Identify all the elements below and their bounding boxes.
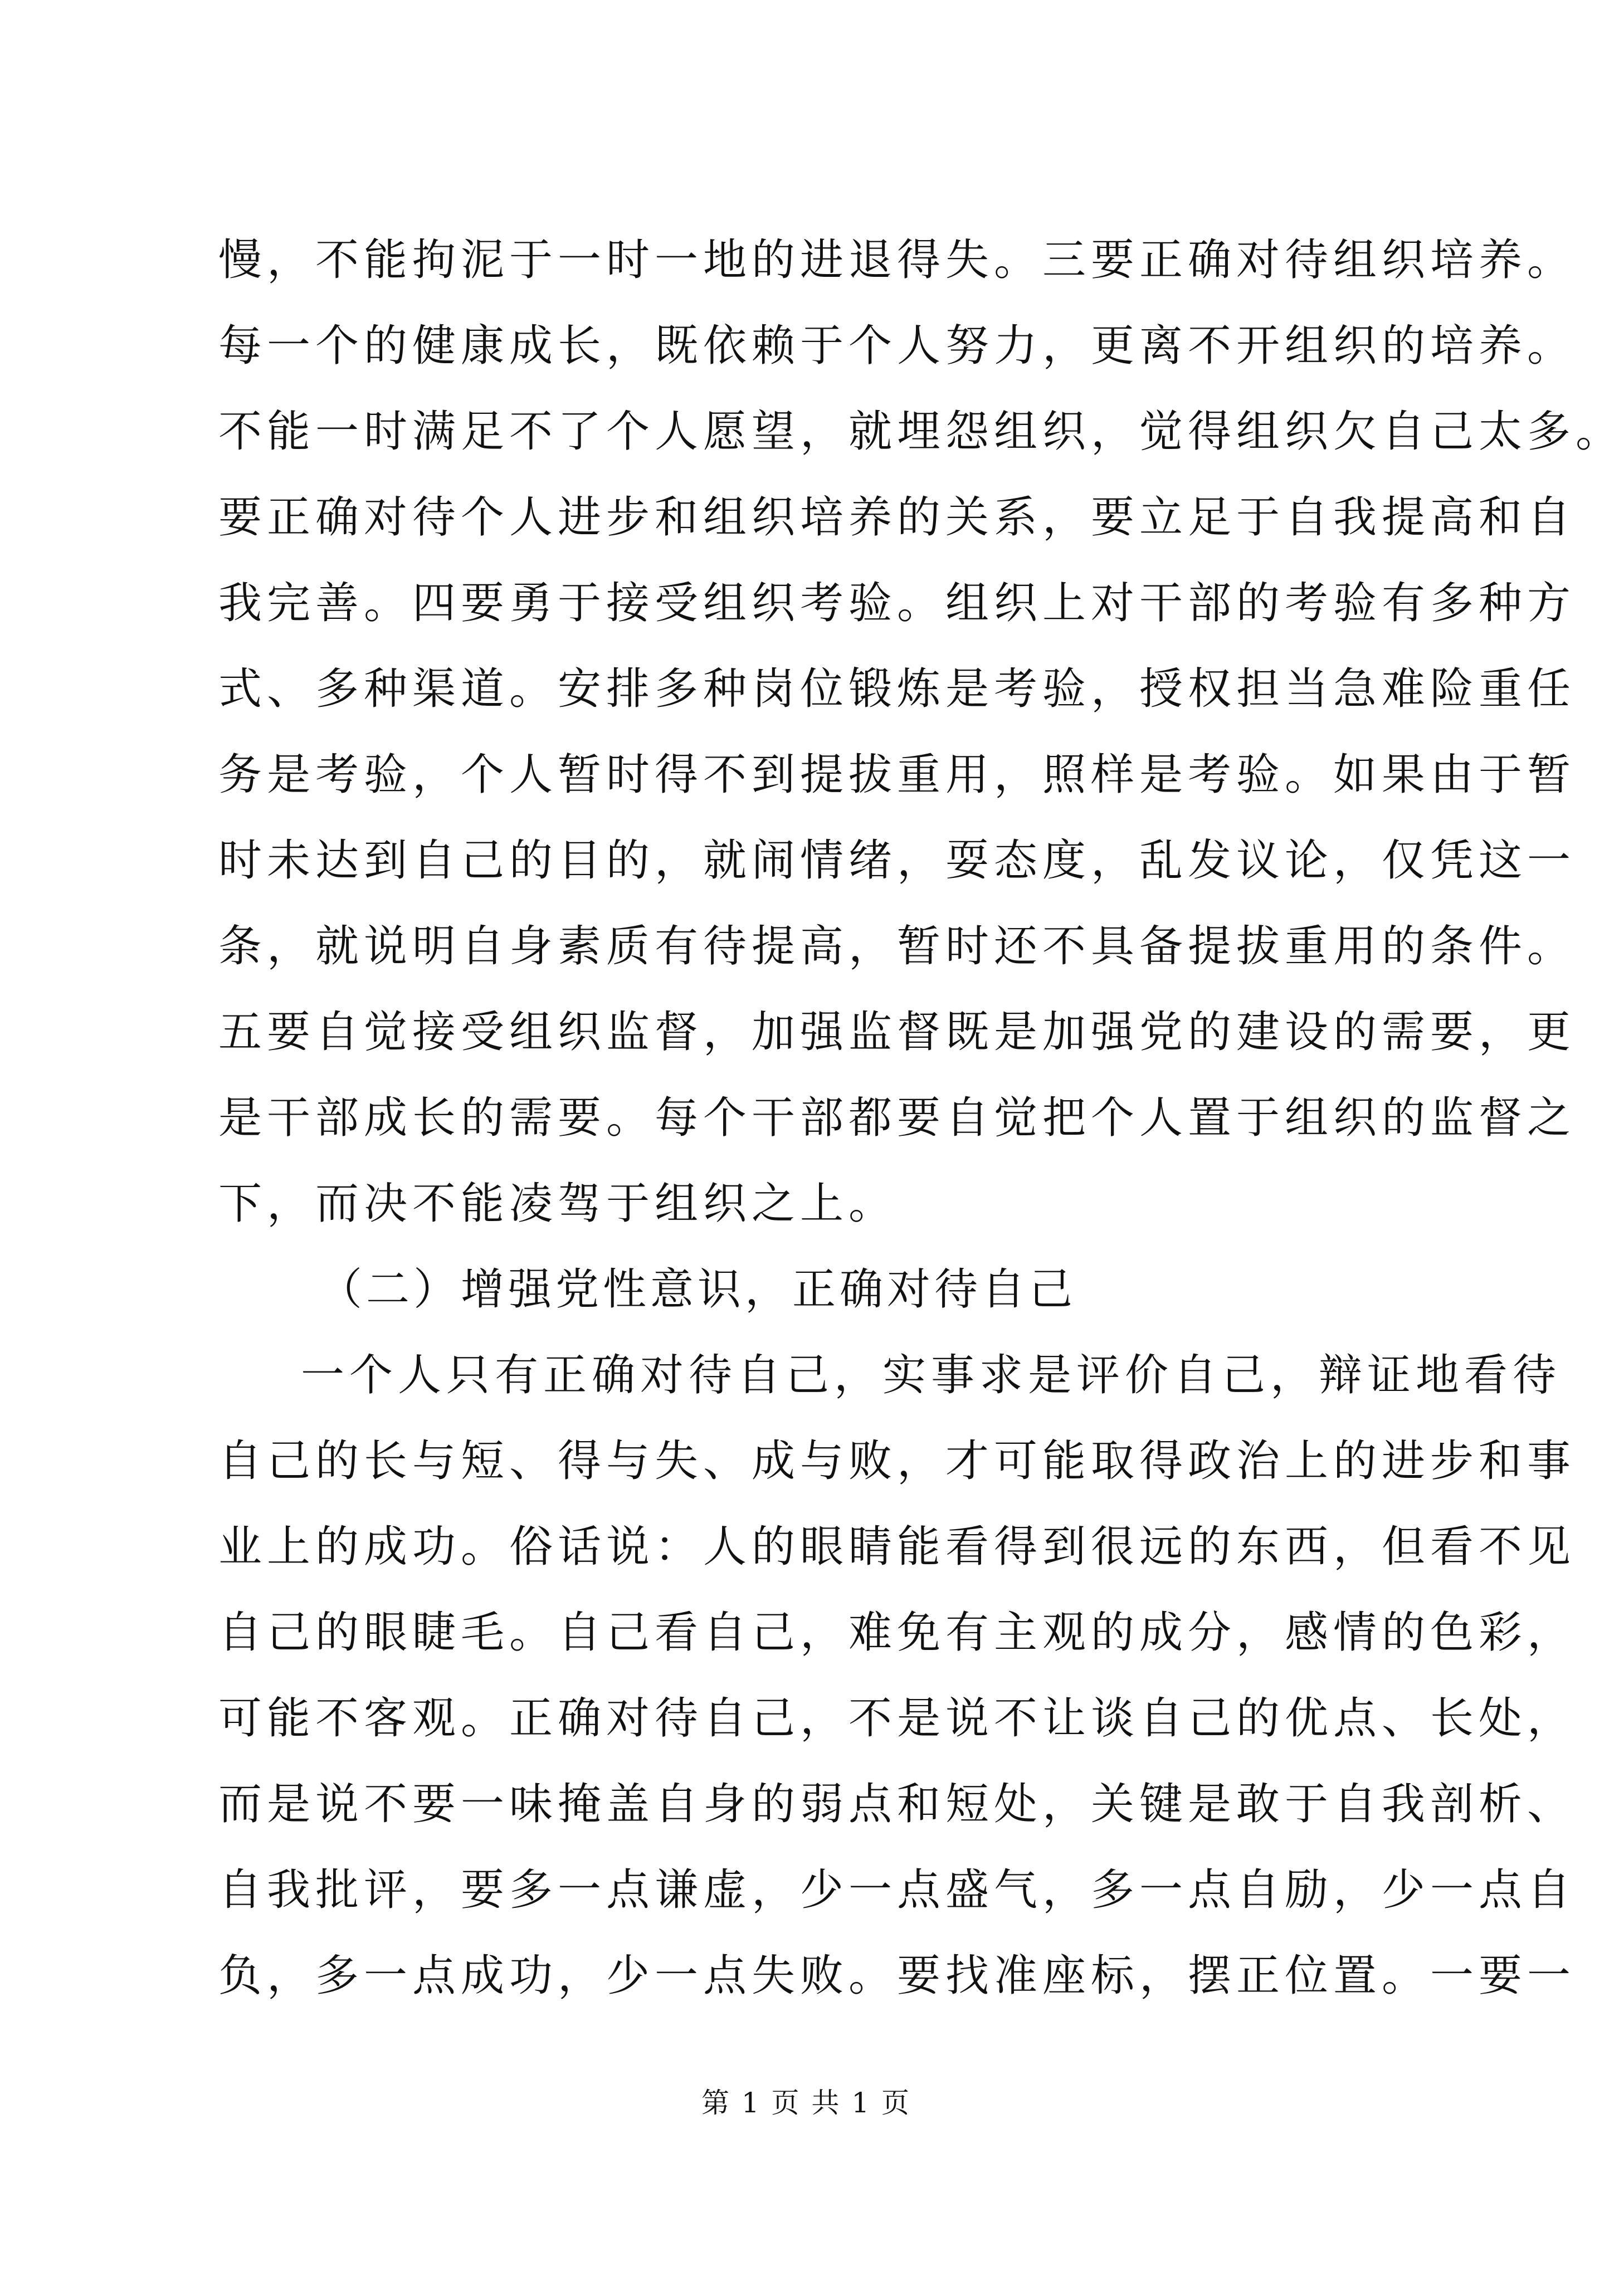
paragraph-line: 不能一时满足不了个人愿望，就埋怨组织，觉得组织欠自己太多。 <box>218 407 1624 457</box>
paragraph-line: 时未达到自己的目的，就闹情绪，耍态度，乱发议论，仅凭这一 <box>218 836 1576 886</box>
paragraph-line: 慢，不能拘泥于一时一地的进退得失。三要正确对待组织培养。 <box>218 235 1576 285</box>
paragraph-line: 自己的长与短、得与失、成与败，才可能取得政治上的进步和事 <box>218 1436 1576 1486</box>
paragraph-line: 我完善。四要勇于接受组织考验。组织上对干部的考验有多种方 <box>218 578 1576 628</box>
paragraph-line: 负，多一点成功，少一点失败。要找准座标，摆正位置。一要一 <box>218 1951 1576 2001</box>
paragraph-line: 而是说不要一味掩盖自身的弱点和短处，关键是敢于自我剖析、 <box>218 1779 1576 1829</box>
paragraph-line: 自己的眼睫毛。自己看自己，难免有主观的成分，感情的色彩， <box>218 1608 1576 1658</box>
paragraph-line: 要正确对待个人进步和组织培养的关系，要立足于自我提高和自 <box>218 492 1576 543</box>
body-text <box>218 217 1624 2019</box>
paragraph-line: 业上的成功。俗话说：人的眼睛能看得到很远的东西，但看不见 <box>218 1522 1576 1572</box>
paragraph-line: 条，就说明自身素质有待提高，暂时还不具备提拔重用的条件。 <box>218 921 1576 971</box>
paragraph-line: 五要自觉接受组织监督，加强监督既是加强党的建设的需要，更 <box>218 1007 1576 1057</box>
section-heading: （二）增强党性意识，正确对待自己 <box>319 1265 1077 1315</box>
paragraph-line: 可能不客观。正确对待自己，不是说不让谈自己的优点、长处， <box>218 1693 1576 1744</box>
paragraph-line: 每一个的健康成长，既依赖于个人努力，更离不开组织的培养。 <box>218 321 1576 371</box>
paragraph-line: 自我批评，要多一点谦虚，少一点盛气，多一点自励，少一点自 <box>218 1865 1576 1915</box>
paragraph-line: 是干部成长的需要。每个干部都要自觉把个人置于组织的监督之 <box>218 1093 1576 1143</box>
paragraph-line: 式、多种渠道。安排多种岗位锻炼是考验，授权担当急难险重任 <box>218 664 1576 714</box>
paragraph-line: 下，而决不能凌驾于组织之上。 <box>218 1179 898 1229</box>
paragraph-line: 务是考验，个人暂时得不到提拔重用，照样是考验。如果由于暂 <box>218 750 1576 800</box>
page-number-footer: 第 1 页 共 1 页 <box>701 2087 911 2119</box>
paragraph-line: 一个人只有正确对待自己，实事求是评价自己，辩证地看待 <box>301 1350 1562 1400</box>
